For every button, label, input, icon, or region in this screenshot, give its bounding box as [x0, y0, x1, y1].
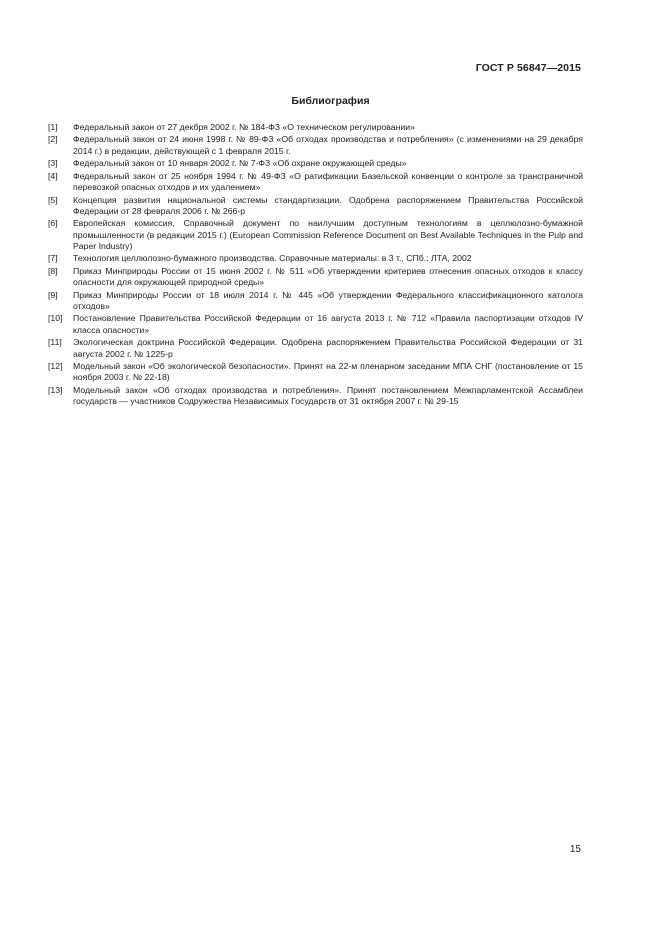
- reference-text: Постановление Правительства Российской Федерации от 16 августа 2013 г. № 712 «Правила паспортизации отходов IV класса опасности»: [73, 313, 583, 335]
- reference-number: [2]: [48, 134, 58, 145]
- reference-text: Федеральный закон от 10 января 2002 г. № 7-ФЗ «Об охране окружающей среды»: [73, 158, 407, 169]
- reference-number: [8]: [48, 265, 58, 276]
- reference-text: Федеральный закон от 25 ноября 1994 г. № 49-ФЗ «О ратификации Базельской конвенции о контроле за трансграничной перевозкой опасных отходов и их удалением»: [73, 170, 583, 193]
- bibliography-item: [48, 134, 583, 157]
- page-number: 15: [569, 844, 581, 855]
- reference-number: [1]: [48, 122, 58, 132]
- bibliography-item: [48, 266, 583, 289]
- reference-number: [5]: [48, 194, 58, 205]
- bibliography-item: [48, 337, 583, 360]
- reference-text: Федеральный закон от 27 декбря 2002 г. № 184-ФЗ «О техническом регулировании»: [73, 122, 415, 132]
- reference-number: [12]: [48, 361, 63, 371]
- bibliography-item: [48, 171, 583, 194]
- reference-text: Федеральный закон от 24 июня 1998 г. № 89-ФЗ «Об отходах производства и потребления» (с изменениями на 29 декабря 2014 г.) в редакции, действующей с 1 февраля 2015 г.: [73, 134, 583, 156]
- bibliography-item: [48, 313, 583, 336]
- reference-text: Концепция развития национальной системы стандартизации. Одобрена распоряжением Правительства Российской Федерации от 28 февраля 2006 г. № 266-р: [73, 194, 583, 216]
- reference-text: Приказ Минприроды России от 15 июня 2002 г. № 511 «Об утверждении критериев отнесения опасных отходов к классу опасности для окружающей природной среды»: [73, 265, 583, 288]
- reference-text: Экологическая доктрина Российской Федерации. Одобрена распоряжением Правительства Российской Федерации от 31 августа 2002 г. № 1225-р: [73, 337, 583, 359]
- bibliography-item: [48, 122, 583, 133]
- reference-text: Приказ Минприроды России от 18 июля 2014 г. № 445 «Об утверждении Федерального классификационного католога отходов»: [73, 289, 583, 311]
- reference-number: [9]: [48, 289, 58, 300]
- bibliography-item: [48, 218, 583, 252]
- reference-number: [11]: [48, 337, 62, 348]
- reference-number: [7]: [48, 253, 58, 264]
- bibliography-item: [48, 253, 583, 264]
- reference-text: Европейская комиссия, Справочный документ по наилучшим доступным технологиям в целлюлозно-бумажной промышленности (в редакции 2015 г.) (European Commission Reference Document on Best Available Techniques in the Pulp and Paper Industry): [73, 218, 583, 251]
- page-title: Библиография: [291, 95, 370, 107]
- reference-number: [6]: [48, 218, 58, 229]
- reference-number: [10]: [48, 313, 63, 324]
- reference-text: Модельный закон «Об отходах производства и потребления». Принят постановлением Межпарламентской Ассамблеи государств — участников Содружества Независимых Государств от 31 октября 2007 г. № 29-15: [73, 384, 583, 407]
- bibliography-item: [48, 195, 583, 218]
- bibliography-item: [48, 290, 583, 313]
- bibliography-item: [48, 385, 583, 408]
- standard-code: ГОСТ Р 56847—2015: [475, 62, 581, 74]
- reference-number: [13]: [48, 384, 63, 395]
- reference-number: [3]: [48, 158, 58, 169]
- reference-number: [4]: [48, 170, 58, 181]
- reference-text: Технология целлюлозно-бумажного производства. Справочные материалы: в 3 т., СПб.: ЛТА, 2002: [73, 253, 472, 264]
- reference-text: Модельный закон «Об экологической безопасности». Принят на 22-м пленарном заседании МПА СНГ (постановление от 15 ноября 2003 г. № 22-18): [73, 361, 583, 383]
- bibliography-list: [48, 122, 583, 409]
- bibliography-item: [48, 361, 583, 384]
- bibliography-item: [48, 158, 583, 169]
